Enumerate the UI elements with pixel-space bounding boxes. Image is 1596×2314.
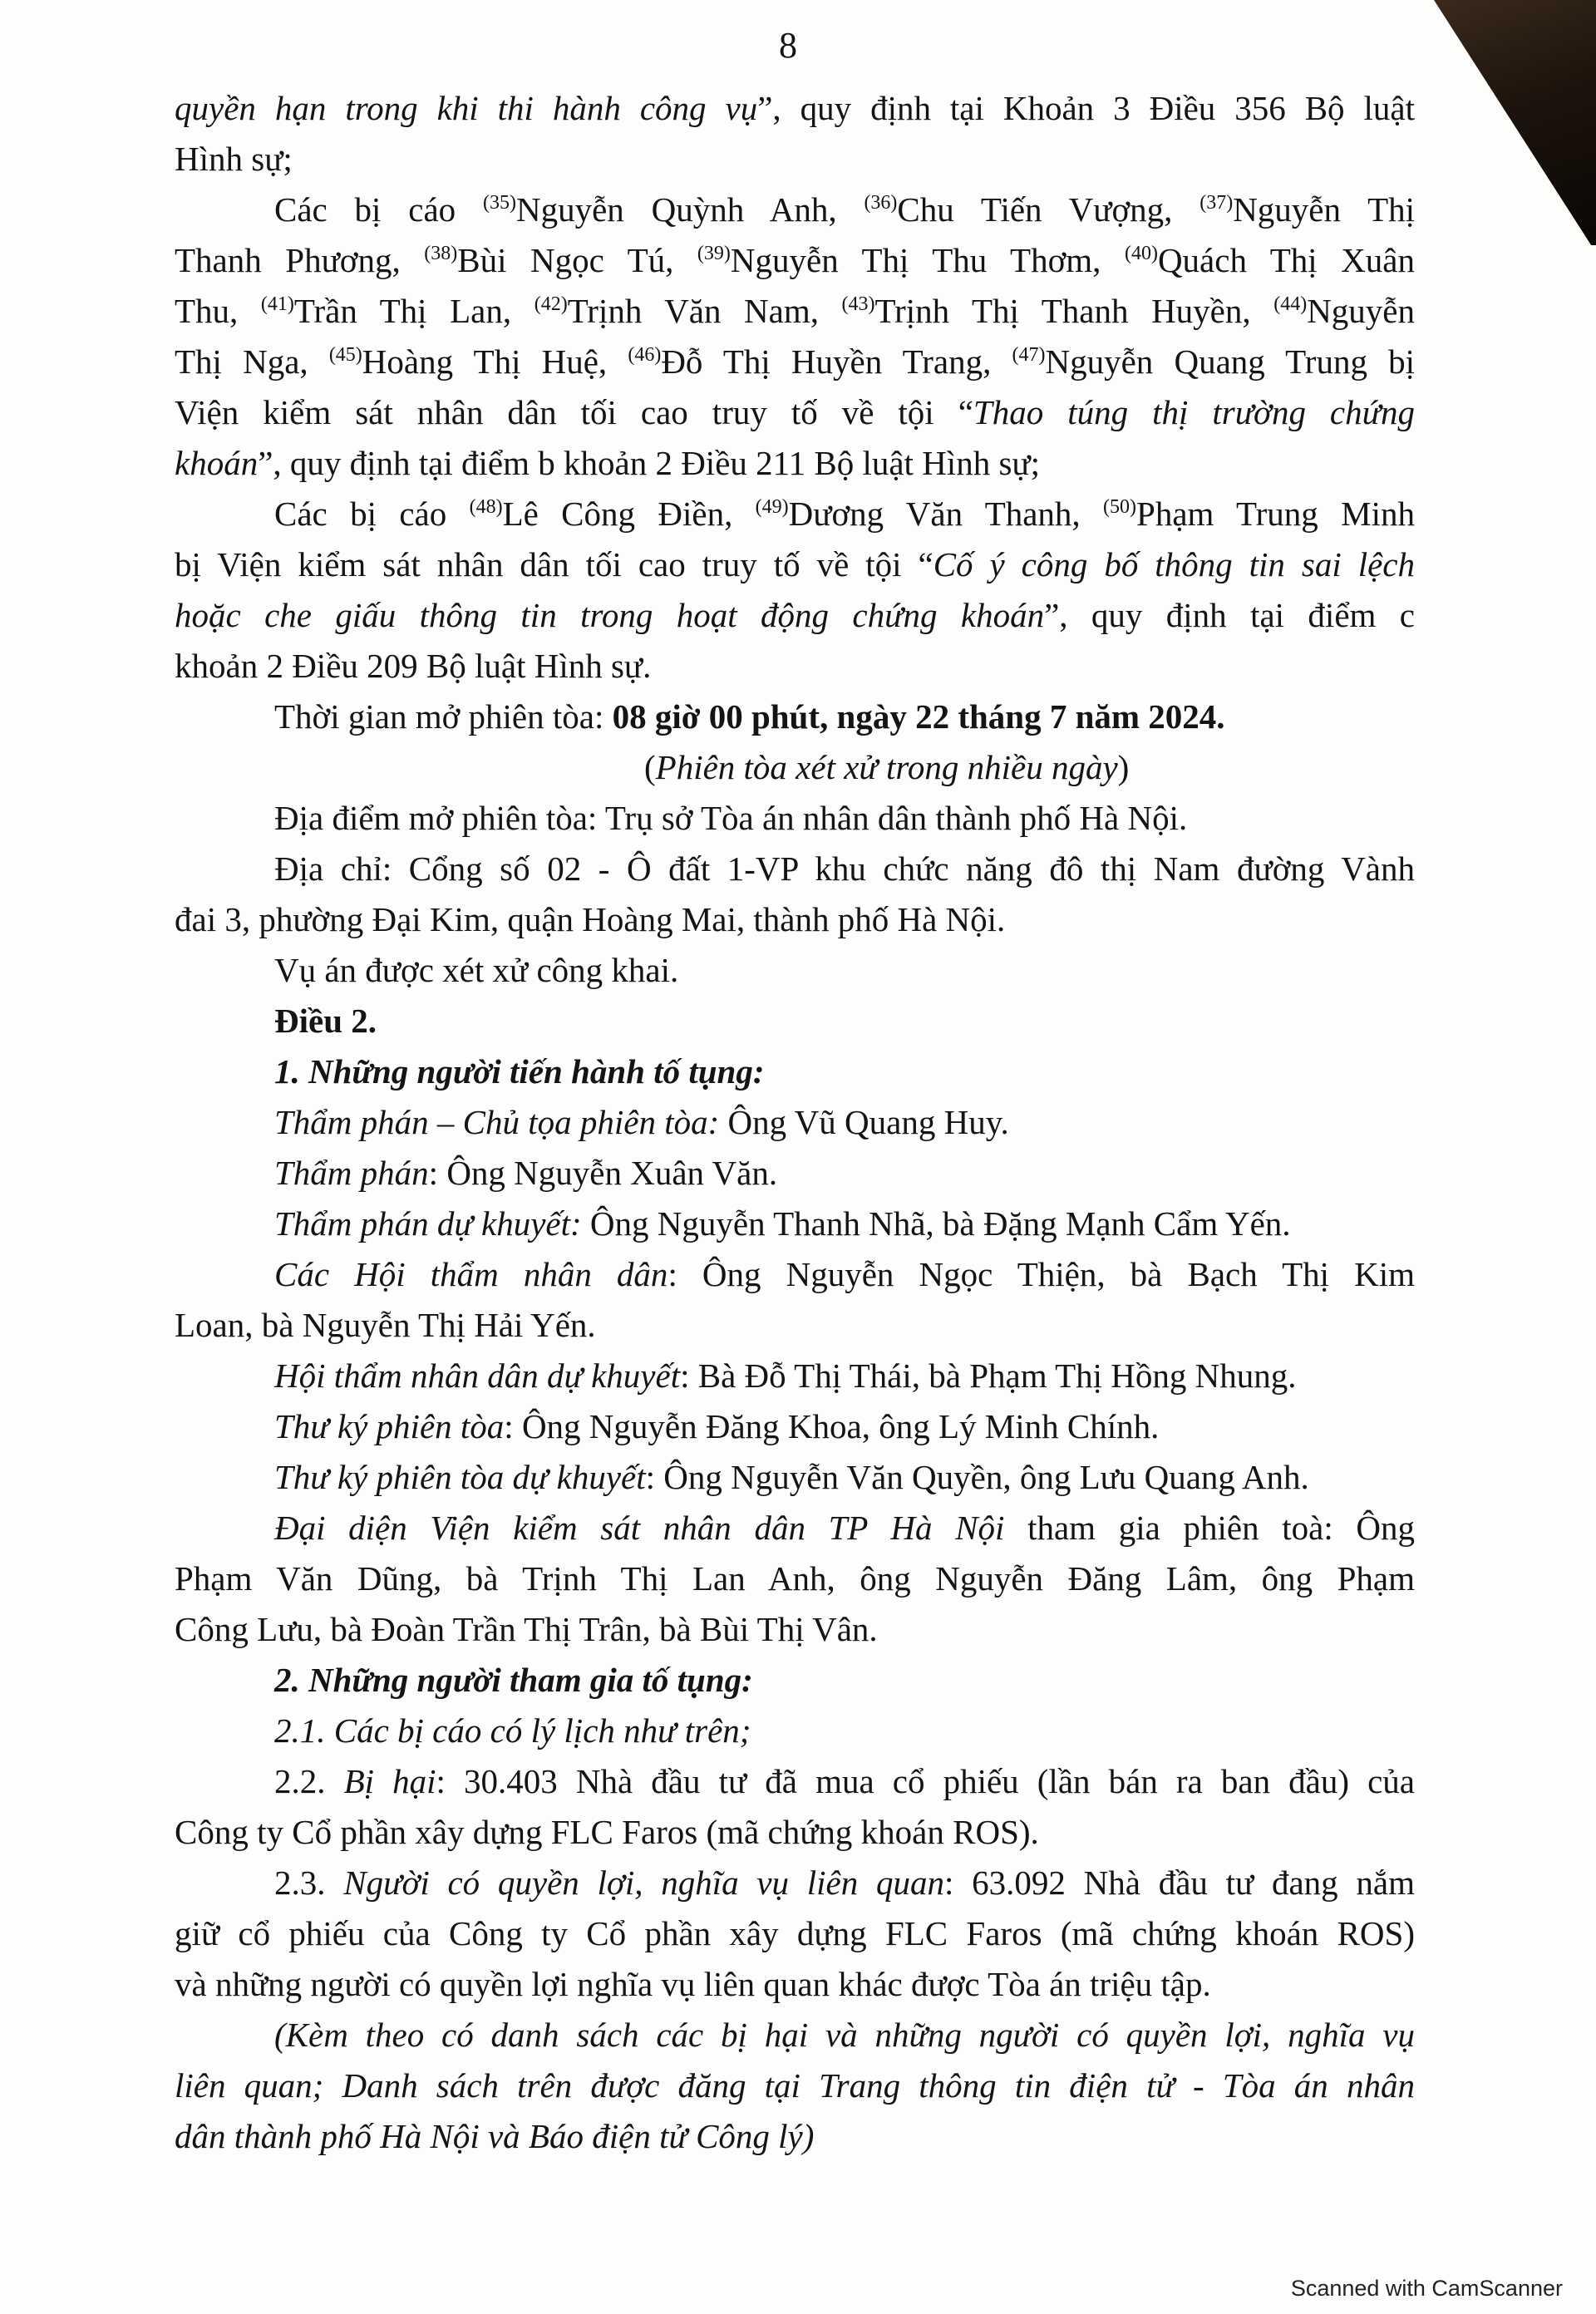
text-run: Phạm Trung Minh xyxy=(1136,495,1415,533)
text-line xyxy=(175,438,1415,489)
footnote-number: (38) xyxy=(424,243,458,264)
footnote-number: (41) xyxy=(260,293,294,315)
text-run: đai 3, phường Đại Kim, quận Hoàng Mai, thành phố Hà Nội. xyxy=(175,900,1006,938)
text-run: : 63.092 Nhà đầu tư đang nắm xyxy=(944,1864,1416,1902)
text-line xyxy=(175,1503,1415,1553)
text-run: Nguyễn xyxy=(1307,292,1415,330)
text-line xyxy=(175,1604,1415,1655)
text-line xyxy=(175,185,1415,235)
text-run: Ông Nguyễn Thanh Nhã, bà Đặng Mạnh Cẩm Yến. xyxy=(581,1204,1291,1243)
text-line xyxy=(175,1199,1415,1249)
footnote-number: (37) xyxy=(1199,192,1234,214)
text-run: quyền hạn trong khi thi hành công vụ xyxy=(175,89,758,127)
text-line xyxy=(175,1401,1415,1452)
text-line xyxy=(175,337,1415,387)
text-run: Bùi Ngọc Tú, xyxy=(457,241,697,279)
text-line xyxy=(175,894,1415,945)
text-run: Trịnh Thị Thanh Huyền, xyxy=(874,292,1274,330)
camscanner-watermark: Scanned with CamScanner xyxy=(1290,2276,1563,2301)
text-line xyxy=(175,1148,1415,1199)
text-run: Thẩm phán dự khuyết: xyxy=(274,1204,582,1243)
text-run: Trịnh Văn Nam, xyxy=(567,292,842,330)
text-run: Thẩm phán xyxy=(274,1154,429,1192)
text-line xyxy=(175,1452,1415,1503)
text-run: ( xyxy=(644,748,656,786)
text-line xyxy=(175,1097,1415,1148)
text-run: Thanh Phương, xyxy=(175,241,425,279)
text-run: Lê Công Điền, xyxy=(502,495,756,533)
text-run: 2.3. xyxy=(274,1864,344,1902)
text-run: dân thành phố Hà Nội và Báo điện tử Công lý) xyxy=(175,2117,815,2155)
text-line xyxy=(175,1807,1415,1858)
text-run: Địa chỉ: Cổng số 02 - Ô đất 1-VP khu chức năng đô thị Nam đường Vành xyxy=(274,849,1415,888)
text-run: Ông Vũ Quang Huy. xyxy=(719,1103,1009,1141)
text-run: Cố ý công bố thông tin sai lệch xyxy=(933,545,1415,583)
text-run: Nguyễn Thị Thu Thơm, xyxy=(730,241,1125,279)
footnote-number: (43) xyxy=(841,293,875,315)
text-run: khoán xyxy=(175,444,259,482)
text-line xyxy=(175,641,1415,692)
text-run: : Ông Nguyễn Đăng Khoa, ông Lý Minh Chính. xyxy=(504,1407,1160,1445)
footnote-number: (45) xyxy=(328,344,362,366)
page-number: 8 xyxy=(779,25,797,66)
document-body xyxy=(175,83,1415,2162)
text-run: : 30.403 Nhà đầu tư đã mua cổ phiếu (lần bán ra ban đầu) của xyxy=(436,1762,1416,1800)
text-line xyxy=(175,1046,1415,1097)
text-line xyxy=(175,286,1415,337)
text-run: Bị hại xyxy=(343,1762,436,1800)
text-run: : Ông Nguyễn Ngọc Thiện, bà Bạch Thị Kim xyxy=(667,1255,1415,1293)
text-run: 2.2. xyxy=(274,1762,344,1800)
text-run: 1. Những người tiến hành tố tụng: xyxy=(274,1052,765,1091)
text-run: Thời gian mở phiên tòa: xyxy=(274,697,613,736)
text-run: : Ông Nguyễn Xuân Văn. xyxy=(428,1154,778,1192)
text-line xyxy=(175,2111,1415,2162)
text-run: Hội thẩm nhân dân dự khuyết xyxy=(274,1356,681,1395)
text-run: Hoàng Thị Huệ, xyxy=(362,342,628,381)
text-run: bị Viện kiểm sát nhân dân tối cao truy tố về tội “ xyxy=(175,545,933,583)
text-line xyxy=(175,1351,1415,1401)
footnote-number: (36) xyxy=(864,192,898,214)
text-line xyxy=(175,539,1415,590)
text-run: (Kèm theo có danh sách các bị hại và những người có quyền lợi, nghĩa vụ xyxy=(274,2016,1415,2054)
text-line xyxy=(175,2060,1415,2111)
footnote-number: (44) xyxy=(1273,293,1308,315)
footnote-number: (35) xyxy=(482,192,516,214)
footnote-number: (47) xyxy=(1012,344,1046,366)
text-run: Hình sự; xyxy=(175,140,293,178)
text-line xyxy=(175,996,1415,1046)
text-run: 08 giờ 00 phút, ngày 22 tháng 7 năm 2024. xyxy=(612,697,1225,736)
text-run: ”, quy định tại điểm c xyxy=(1044,596,1415,634)
footnote-number: (42) xyxy=(534,293,568,315)
text-run: Loan, bà Nguyễn Thị Hải Yến. xyxy=(175,1306,596,1344)
footnote-number: (48) xyxy=(469,496,503,518)
text-run: Công ty Cổ phần xây dựng FLC Faros (mã chứng khoán ROS). xyxy=(175,1813,1039,1851)
text-line xyxy=(175,1553,1415,1604)
text-run: giữ cổ phiếu của Công ty Cổ phần xây dựng FLC Faros (mã chứng khoán ROS) xyxy=(175,1914,1415,1952)
text-run: Viện kiểm sát nhân dân tối cao truy tố về tội “ xyxy=(175,393,973,431)
footnote-number: (39) xyxy=(697,243,731,264)
text-line xyxy=(175,1858,1415,1908)
text-run: Thị Nga, xyxy=(175,342,329,381)
text-line xyxy=(175,844,1415,894)
text-run: Phiên tòa xét xử trong nhiều ngày xyxy=(655,748,1118,786)
text-line xyxy=(175,83,1415,134)
text-run: Thu, xyxy=(175,292,261,330)
text-run: Người có quyền lợi, nghĩa vụ liên quan xyxy=(343,1864,945,1902)
text-line xyxy=(175,1249,1415,1300)
footnote-number: (50) xyxy=(1103,496,1137,518)
text-line xyxy=(175,489,1415,539)
text-run: Các bị cáo xyxy=(274,495,470,533)
text-line xyxy=(175,387,1415,438)
text-run: : Bà Đỗ Thị Thái, bà Phạm Thị Hồng Nhung. xyxy=(680,1356,1297,1395)
text-line xyxy=(175,590,1415,641)
text-run: Thao túng thị trường chứng xyxy=(973,393,1415,431)
text-run: ) xyxy=(1117,748,1130,786)
text-run: hoặc che giấu thông tin trong hoạt động chứng khoán xyxy=(175,596,1045,634)
text-run: Đại diện Viện kiểm sát nhân dân TP Hà Nội xyxy=(274,1509,1005,1547)
text-run: khoản 2 Điều 209 Bộ luật Hình sự. xyxy=(175,647,652,685)
text-run: Chu Tiến Vượng, xyxy=(897,190,1200,229)
text-run: Điều 2. xyxy=(274,1002,377,1040)
text-line xyxy=(175,1706,1415,1756)
text-run: Công Lưu, bà Đoàn Trần Thị Trân, bà Bùi Thị Vân. xyxy=(175,1610,878,1648)
text-run: Các Hội thẩm nhân dân xyxy=(274,1255,668,1293)
text-line xyxy=(175,235,1415,286)
text-line xyxy=(175,1655,1415,1706)
text-run: Thư ký phiên tòa dự khuyết xyxy=(274,1458,646,1496)
text-run: Quách Thị Xuân xyxy=(1157,241,1415,279)
text-run: 2. Những người tham gia tố tụng: xyxy=(274,1661,753,1699)
text-line xyxy=(175,1959,1415,2010)
footnote-number: (49) xyxy=(755,496,789,518)
footnote-number: (40) xyxy=(1124,243,1158,264)
text-run: liên quan; Danh sách trên được đăng tại Trang thông tin điện tử - Tòa án nhân xyxy=(175,2066,1415,2105)
text-run: Các bị cáo xyxy=(274,190,483,229)
text-run: tham gia phiên toà: Ông xyxy=(1004,1509,1416,1547)
text-line xyxy=(175,742,1415,793)
text-run: Thư ký phiên tòa xyxy=(274,1407,505,1445)
text-run: ”, quy định tại Khoản 3 Điều 356 Bộ luật xyxy=(757,89,1415,127)
text-run: Dương Văn Thanh, xyxy=(788,495,1104,533)
text-run: Trần Thị Lan, xyxy=(293,292,534,330)
text-run: Địa điểm mở phiên tòa: Trụ sở Tòa án nhân dân thành phố Hà Nội. xyxy=(274,799,1188,837)
text-run: và những người có quyền lợi nghĩa vụ liên quan khác được Tòa án triệu tập. xyxy=(175,1965,1211,2003)
text-run: Vụ án được xét xử công khai. xyxy=(274,951,679,989)
text-run: Nguyễn Thị xyxy=(1233,190,1416,229)
text-run: 2.1. Các bị cáo có lý lịch như trên; xyxy=(274,1711,751,1750)
text-line xyxy=(175,134,1415,185)
text-line xyxy=(175,2010,1415,2060)
text-line xyxy=(175,1756,1415,1807)
text-run: Nguyễn Quang Trung bị xyxy=(1045,342,1415,381)
text-run: Phạm Văn Dũng, bà Trịnh Thị Lan Anh, ông Nguyễn Đăng Lâm, ông Phạm xyxy=(175,1559,1415,1598)
text-line xyxy=(175,1908,1415,1959)
text-run: : Ông Nguyễn Văn Quyền, ông Lưu Quang Anh. xyxy=(645,1458,1309,1496)
text-run: ”, quy định tại điểm b khoản 2 Điều 211 Bộ luật Hình sự; xyxy=(258,444,1041,482)
footnote-number: (46) xyxy=(628,344,662,366)
text-line xyxy=(175,692,1415,742)
text-line xyxy=(175,1300,1415,1351)
text-line xyxy=(175,945,1415,996)
text-run: Đỗ Thị Huyền Trang, xyxy=(661,342,1012,381)
text-run: Thẩm phán – Chủ tọa phiên tòa: xyxy=(274,1103,720,1141)
text-run: Nguyễn Quỳnh Anh, xyxy=(515,190,864,229)
text-line xyxy=(175,793,1415,844)
